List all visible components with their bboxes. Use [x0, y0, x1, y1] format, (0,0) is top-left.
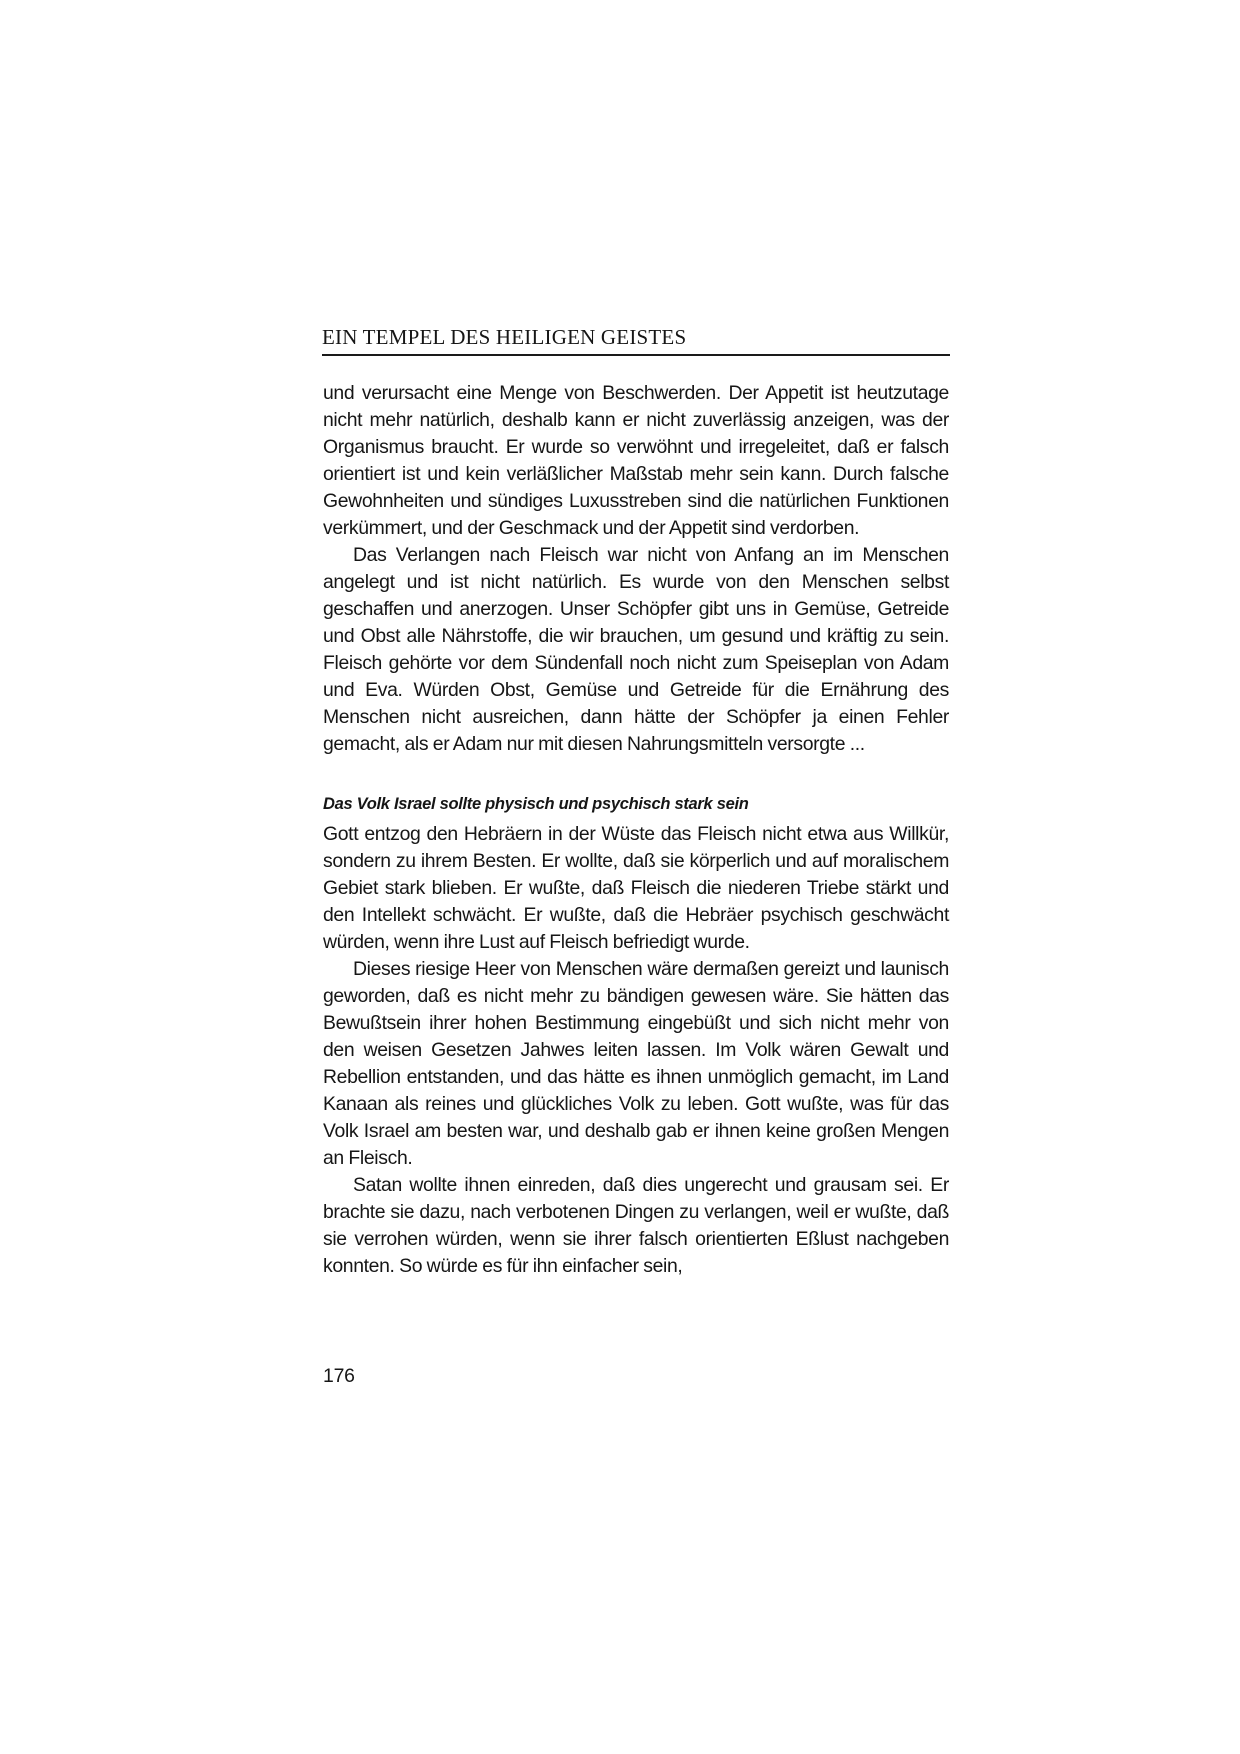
paragraph-5: Satan wollte ihnen einreden, daß dies ungerecht und grausam sei. Er brachte sie dazu, nach verbotenen Dingen zu verlangen, weil er wußte, daß sie verrohen würden, wenn sie ihrer falsch orientierten Eßlust nachgeben konnten. So würde es für ihn einfacher sein,: [323, 1174, 949, 1277]
header-rule: [322, 354, 950, 356]
paragraph-1: und verursacht eine Menge von Beschwerden. Der Appetit ist heutzutage nicht mehr natürlich, deshalb kann er nicht zuverlässig anzeigen, was der Organismus braucht. Er wurde so verwöhnt und irregeleitet, daß er falsch orientiert ist und kein verläßlicher Maßstab mehr sein kann. Durch falsche Gewohnheiten und sündiges Luxusstreben sind die natürlichen Funktionen verkümmert, und der Geschmack und der Appetit sind verdorben.: [323, 382, 949, 539]
paragraph-4: Dieses riesige Heer von Menschen wäre dermaßen gereizt und launisch geworden, daß es nicht mehr zu bändigen gewesen wäre. Sie hätten das Bewußtsein ihrer hohen Bestimmung eingebüßt und sich nicht mehr von den weisen Gesetzen Jahwes leiten lassen. Im Volk wären Gewalt und Rebellion entstanden, und das hätte es ihnen unmöglich gemacht, im Land Kanaan als reines und glückliches Volk zu leben. Gott wußte, was für das Volk Israel am besten war, und deshalb gab er ihnen keine großen Mengen an Fleisch.: [323, 958, 949, 1169]
running-head: EIN TEMPEL DES HEILIGEN GEISTES: [322, 325, 687, 349]
body-text: [323, 380, 949, 1280]
paragraph-3: Gott entzog den Hebräern in der Wüste das Fleisch nicht etwa aus Willkür, sondern zu ihrem Besten. Er wollte, daß sie körperlich und auf moralischem Gebiet stark blieben. Er wußte, daß Fleisch die niederen Triebe stärkt und den Intellekt schwächt. Er wußte, daß die Hebräer psychisch geschwächt würden, wenn ihre Lust auf Fleisch befriedigt wurde.: [323, 823, 949, 953]
paragraph-2: Das Verlangen nach Fleisch war nicht von Anfang an im Menschen angelegt und ist nicht natürlich. Es wurde von den Menschen selbst geschaffen und anerzogen. Unser Schöpfer gibt uns in Gemüse, Getreide und Obst alle Nährstoffe, die wir brauchen, um gesund und kräftig zu sein. Fleisch gehörte vor dem Sündenfall noch nicht zum Speiseplan von Adam und Eva. Würden Obst, Gemüse und Getreide für die Ernährung des Menschen nicht ausreichen, dann hätte der Schöpfer ja einen Fehler gemacht, als er Adam nur mit diesen Nahrungsmitteln versorgte ...: [323, 544, 949, 755]
page-number: 176: [323, 1365, 355, 1387]
section-heading: Das Volk Israel sollte physisch und psychisch stark sein: [323, 795, 749, 813]
